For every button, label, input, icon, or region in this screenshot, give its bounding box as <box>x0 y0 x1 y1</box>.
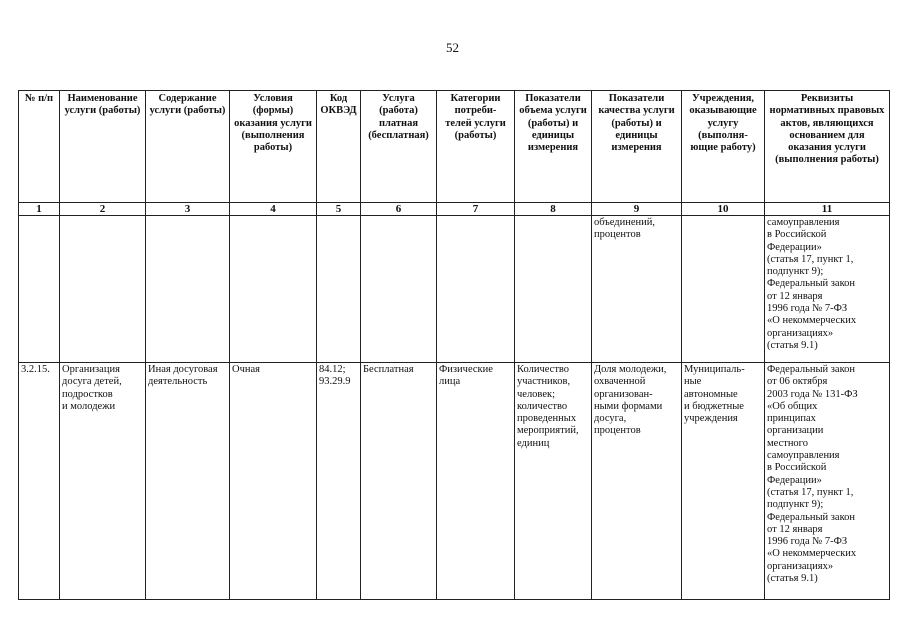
column-number: 1 <box>19 203 60 216</box>
header-volume-indicators: Показатели объема услуги (работы) и единицы измерения <box>515 91 592 203</box>
cell-consumer-categories <box>437 216 515 363</box>
cell-paid-free: Бесплатная <box>361 363 437 600</box>
cell-conditions: Очная <box>230 363 317 600</box>
header-number: № п/п <box>19 91 60 203</box>
header-service-content: Содержание услуги (работы) <box>146 91 230 203</box>
column-number: 6 <box>361 203 437 216</box>
header-conditions: Условия (формы) оказания услуги (выполнения работы) <box>230 91 317 203</box>
cell-volume-indicators <box>515 216 592 363</box>
services-register-table <box>18 90 890 600</box>
cell-conditions <box>230 216 317 363</box>
cell-service-name: Организация досуга детей, подростков и молодежи <box>60 363 146 600</box>
header-institutions: Учреждения, оказывающие услугу (выполня- ющие работу) <box>682 91 765 203</box>
column-number: 2 <box>60 203 146 216</box>
cell-volume-indicators: Количество участников, человек; количество проведенных мероприятий, единиц <box>515 363 592 600</box>
header-legal-acts: Реквизиты нормативных правовых актов, являющихся основанием для оказания услуги (выполнения работы) <box>765 91 890 203</box>
cell-service-name <box>60 216 146 363</box>
column-number: 4 <box>230 203 317 216</box>
column-number: 9 <box>592 203 682 216</box>
table-row <box>19 216 890 363</box>
cell-number: 3.2.15. <box>19 363 60 600</box>
cell-okved: 84.12; 93.29.9 <box>317 363 361 600</box>
cell-number <box>19 216 60 363</box>
cell-service-content <box>146 216 230 363</box>
column-number: 5 <box>317 203 361 216</box>
header-quality-indicators: Показатели качества услуги (работы) и единицы измерения <box>592 91 682 203</box>
header-service-name: Наименование услуги (работы) <box>60 91 146 203</box>
cell-legal-acts: Федеральный закон от 06 октября 2003 года № 131-ФЗ «Об общих принципах организации местного самоуправления в Российской Федерации» (статья 17, пункт 1, подпункт 9); Федеральный закон от 12 января 1996 года № 7-ФЗ «О некоммерческих организациях» (статья 9.1) <box>765 363 890 600</box>
cell-paid-free <box>361 216 437 363</box>
column-number-row <box>19 203 890 216</box>
header-paid-free: Услуга (работа) платная (бесплатная) <box>361 91 437 203</box>
table-row <box>19 363 890 600</box>
cell-quality-indicators: Доля молодежи, охваченной организован- ными формами досуга, процентов <box>592 363 682 600</box>
column-number: 11 <box>765 203 890 216</box>
cell-institutions <box>682 216 765 363</box>
column-number: 10 <box>682 203 765 216</box>
column-number: 3 <box>146 203 230 216</box>
header-okved: Код ОКВЭД <box>317 91 361 203</box>
cell-legal-acts: самоуправления в Российской Федерации» (статья 17, пункт 1, подпункт 9); Федеральный закон от 12 января 1996 года № 7-ФЗ «О некоммерческих организациях» (статья 9.1) <box>765 216 890 363</box>
page-number: 52 <box>446 40 459 55</box>
cell-okved <box>317 216 361 363</box>
header-row <box>19 91 890 203</box>
column-number: 7 <box>437 203 515 216</box>
cell-institutions: Муниципаль- ные автономные и бюджетные учреждения <box>682 363 765 600</box>
cell-consumer-categories: Физические лица <box>437 363 515 600</box>
cell-service-content: Иная досуговая деятельность <box>146 363 230 600</box>
header-consumer-categories: Категории потреби- телей услуги (работы) <box>437 91 515 203</box>
column-number: 8 <box>515 203 592 216</box>
cell-quality-indicators: объединений, процентов <box>592 216 682 363</box>
